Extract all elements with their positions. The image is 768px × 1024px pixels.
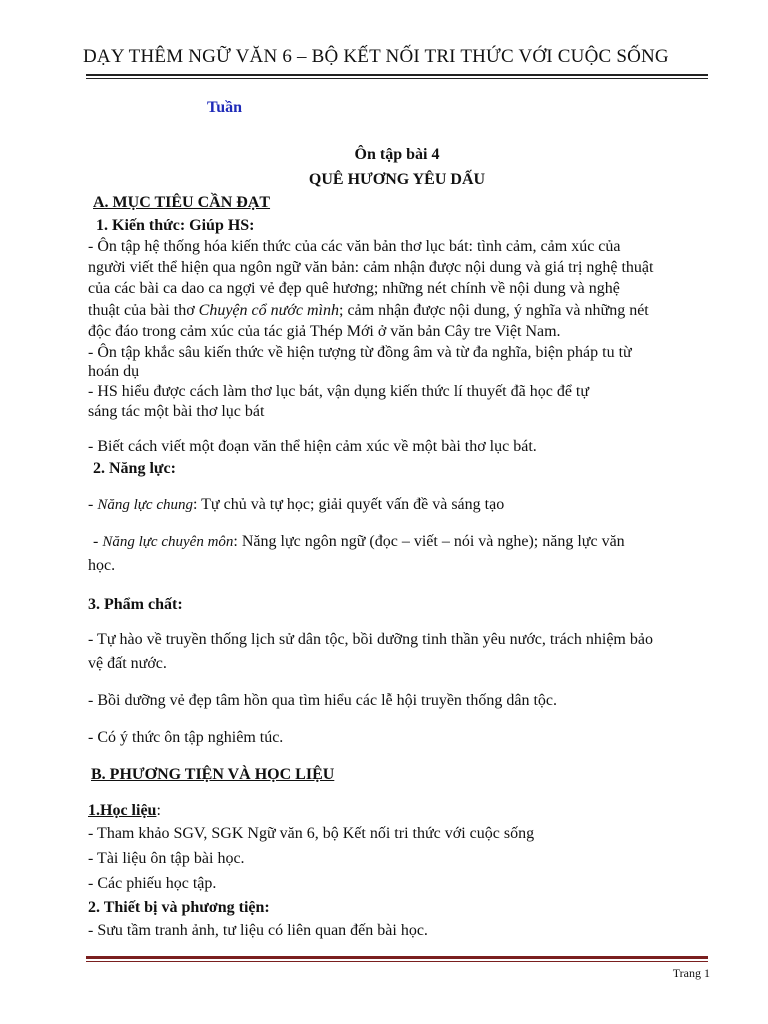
knowledge-line: - HS hiểu được cách làm thơ lục bát, vận dụng kiến thức lí thuyết đã học để tự (88, 383, 590, 400)
poem-title: Chuyện cổ nước mình (198, 302, 339, 319)
footer-rule-thin (86, 961, 708, 962)
quality-item: - Bồi dưỡng vẻ đẹp tâm hồn qua tìm hiểu các lễ hội truyền thống dân tộc. (88, 692, 558, 709)
knowledge-line: - Biết cách viết một đoạn văn thể hiện cảm xúc về một bài thơ lục bát. (88, 438, 537, 455)
ability-general: - Năng lực chung: Tự chủ và tự học; giải quyết vấn đề và sáng tạo (88, 496, 505, 513)
quality-item-cont: vệ đất nước. (88, 655, 167, 672)
materials-item: - Tham khảo SGV, SGK Ngữ văn 6, bộ Kết nối tri thức với cuộc sống (88, 825, 535, 842)
footer-rule (86, 956, 708, 959)
knowledge-line: người viết thể hiện qua ngôn ngữ văn bản: cảm nhận được nội dung và giá trị nghệ thuật (88, 259, 654, 276)
materials-item: - Các phiếu học tập. (88, 875, 217, 892)
materials-item: - Tài liệu ôn tập bài học. (88, 850, 245, 867)
knowledge-line: - Ôn tập hệ thống hóa kiến thức của các văn bản thơ lục bát: tình cảm, cảm xúc của (88, 238, 621, 255)
week-label: Tuần (207, 99, 242, 116)
materials-colon: : (156, 802, 161, 819)
equipment-item: - Sưu tầm tranh ảnh, tư liệu có liên quan đến bài học. (88, 922, 428, 939)
knowledge-line-part: thuật của bài thơ (88, 302, 199, 319)
knowledge-heading: 1. Kiến thức: Giúp HS: (96, 217, 255, 234)
lesson-subtitle: QUÊ HƯƠNG YÊU DẤU (308, 171, 486, 188)
materials-heading (88, 802, 161, 820)
section-b-heading (91, 766, 334, 784)
page-number: Trang 1 (672, 966, 710, 980)
quality-item: - Tự hào về truyền thống lịch sử dân tộc, bồi dưỡng tinh thần yêu nước, trách nhiệm bảo (88, 631, 653, 648)
ability-specific: - Năng lực chuyên môn: Năng lực ngôn ngữ (đọc – viết – nói và nghe); năng lực văn (93, 533, 625, 550)
section-a-heading-text: A. MỤC TIÊU CẦN ĐẠT (93, 194, 271, 211)
knowledge-line: hoán dụ (88, 363, 140, 380)
ability-heading: 2. Năng lực: (93, 460, 176, 477)
quality-heading: 3. Phẩm chất: (88, 596, 183, 613)
lesson-title: Ôn tập bài 4 (354, 146, 440, 163)
header-rule (86, 74, 708, 76)
knowledge-line: - Ôn tập khắc sâu kiến thức về hiện tượng từ đồng âm và từ đa nghĩa, biện pháp tu từ (88, 344, 632, 361)
knowledge-line: của các bài ca dao ca ngợi vẻ đẹp quê hương; những nét chính về nội dung và nghệ (88, 280, 620, 297)
section-a-heading (93, 194, 270, 212)
knowledge-line-part: ; cảm nhận được nội dung, ý nghĩa và những nét (339, 302, 649, 319)
knowledge-line-with-title (88, 302, 649, 320)
materials-heading-text: 1.Học liệu (88, 802, 157, 819)
header-rule-thin (86, 78, 708, 79)
knowledge-line: độc đáo trong cảm xúc của tác giả Thép Mới ở văn bản Cây tre Việt Nam. (88, 323, 561, 340)
equipment-heading: 2. Thiết bị và phương tiện: (88, 899, 270, 916)
document-header-title: DẠY THÊM NGỮ VĂN 6 – BỘ KẾT NỐI TRI THỨC VỚI CUỘC SỐNG (83, 46, 669, 67)
ability-general-label: Năng lực chung (97, 497, 193, 513)
ability-specific-text: : Năng lực ngôn ngữ (đọc – viết – nói và nghe); năng lực văn (233, 533, 625, 550)
knowledge-line: sáng tác một bài thơ lục bát (88, 403, 265, 420)
ability-specific-label: Năng lực chuyên môn (102, 534, 234, 550)
ability-general-text: : Tự chủ và tự học; giải quyết vấn đề và sáng tạo (193, 496, 505, 513)
ability-specific-cont: học. (88, 557, 116, 574)
quality-item: - Có ý thức ôn tập nghiêm túc. (88, 729, 284, 746)
section-b-heading-text: B. PHƯƠNG TIỆN VÀ HỌC LIỆU (91, 766, 335, 783)
